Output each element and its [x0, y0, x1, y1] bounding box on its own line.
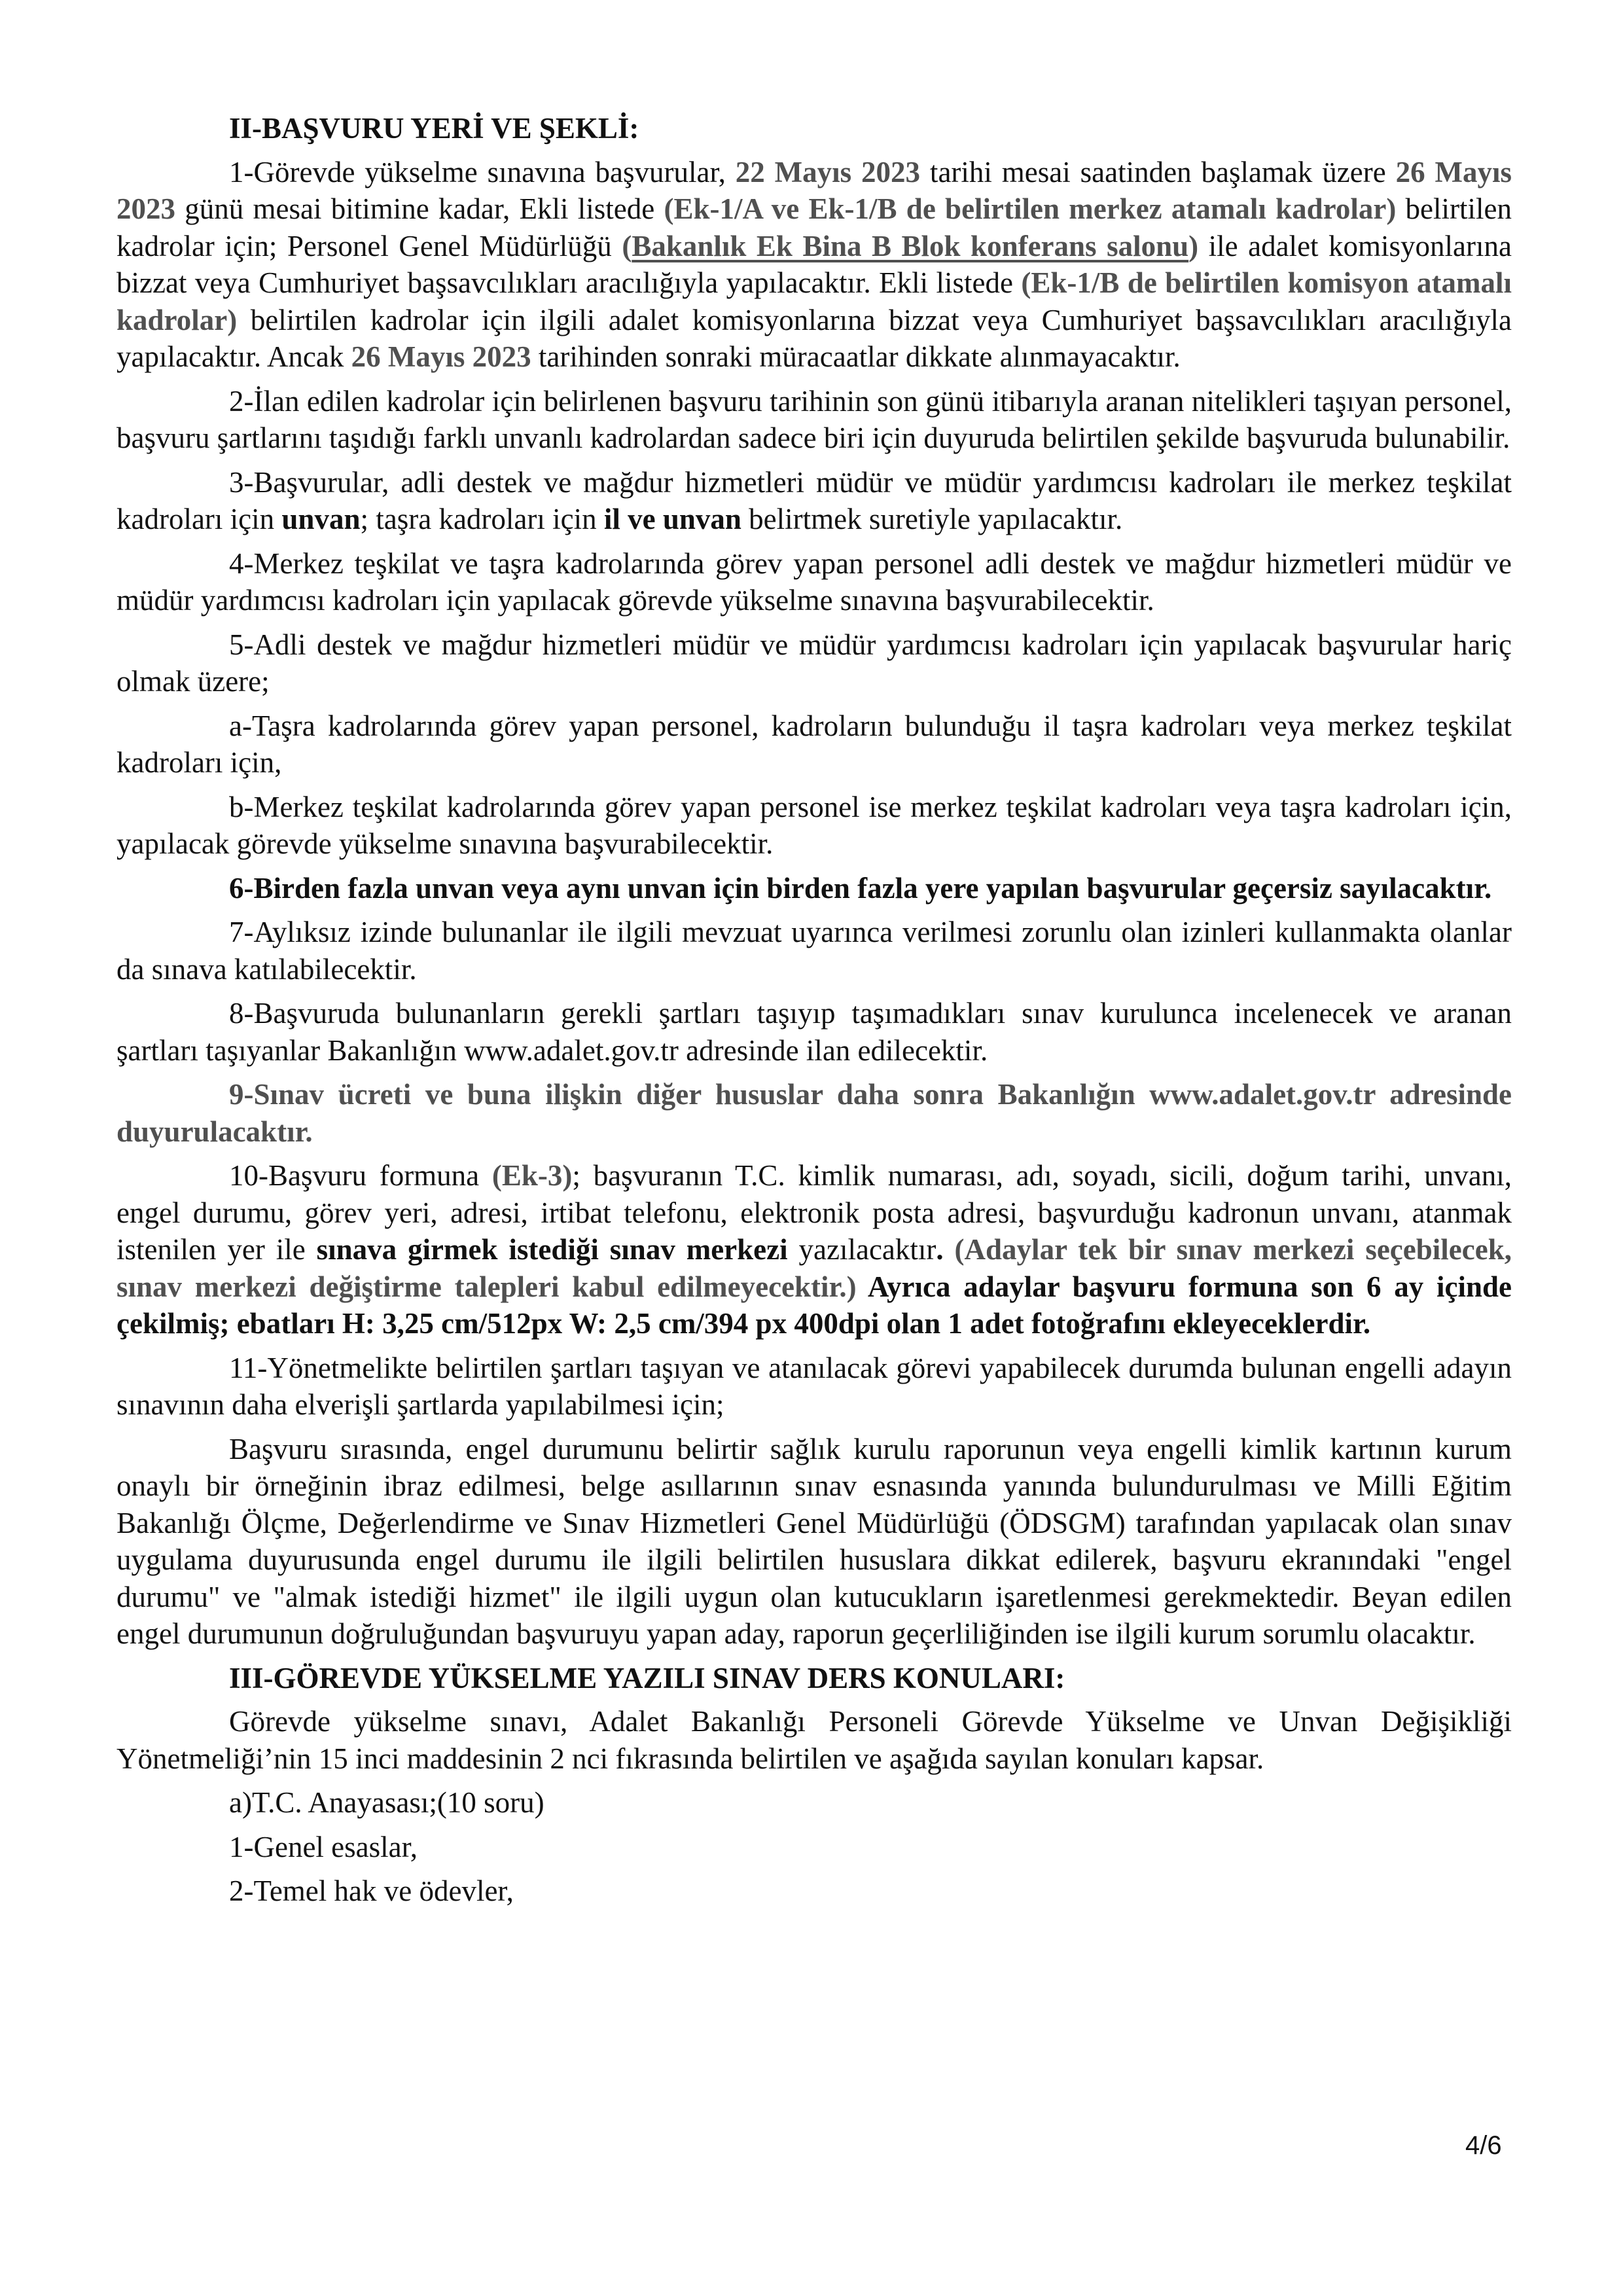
body-text: tarihinden sonraki müracaatlar dikkate alınmayacaktır.: [531, 340, 1181, 373]
emphasis-text: ): [1188, 229, 1199, 262]
paragraph-item-6: [116, 708, 1512, 781]
paragraph-item-13: [116, 1350, 1512, 1424]
body-text: b-Merkez teşkilat kadrolarında görev yapan personel ise merkez teşkilat kadroları veya taşra kadroları için, yapılacak görevde yükselme sınavına başvurabilecektir.: [116, 790, 1512, 860]
emphasis-text: (Ek-1/B de belirtilen komisyon atamalı kadrolar): [116, 266, 1512, 336]
body-text: belirtilen kadrolar için ilgili adalet komisyonlarına bizzat veya Cumhuriyet başsavcılıkları aracılığıyla yapılacaktır. Ancak: [116, 303, 1512, 373]
body-text: 2-İlan edilen kadrolar için belirlenen başvuru tarihinin son günü itibarıyla aranan nitelikleri taşıyan personel, başvuru şartlarını taşıdığı farklı unvanlı kadrolardan sadece biri için duyuruda belirtilen şekilde başvuruda bulunabilir.: [116, 384, 1512, 454]
paragraph-item-14: [116, 1431, 1512, 1653]
paragraph-item-2: [116, 383, 1512, 457]
emphasis-text: (Adaylar tek bir sınav merkezi seçebilecek, sınav merkezi değiştirme talepleri kabul edilmeyecektir.): [116, 1233, 1512, 1303]
paragraph-item-4: [116, 545, 1512, 619]
emphasis-text: il ve unvan: [603, 503, 741, 535]
paragraph-item-10: [116, 995, 1512, 1069]
body-text: 4-Merkez teşkilat ve taşra kadrolarında görev yapan personel adli destek ve mağdur hizmetleri müdür ve müdür yardımcısı kadroları için yapılacak görevde yükselme sınavına başvurabilecektir.: [116, 547, 1512, 617]
body-text: 3-Başvurular, adli destek ve mağdur hizmetleri müdür ve müdür yardımcısı kadroları ile merkez teşkilat kadroları için: [116, 465, 1512, 535]
body-text: ; başvuranın T.C. kimlik numarası, adı, soyadı, sicili, doğum tarihi, unvanı, engel durumu, görev yeri, adresi, irtibat telefonu, elektronik posta adresi, başvurduğu kadronun unvanı, atanmak istenilen yer ile: [116, 1159, 1512, 1266]
section-2-body: [116, 154, 1512, 1653]
paragraph-item-5: [116, 626, 1512, 700]
emphasis-text: 22 Mayıs 2023: [735, 155, 921, 188]
topic-item: 2-Temel hak ve ödevler,: [229, 1874, 514, 1907]
paragraph-item-11: [116, 1076, 1512, 1150]
body-text: 11-Yönetmelikte belirtilen şartları taşıyan ve atanılacak görevi yapabilecek durumda bulunan engelli adayın sınavının daha elverişli şartlarda yapılabilmesi için;: [116, 1351, 1512, 1421]
body-text: a-Taşra kadrolarında görev yapan personel, kadroların bulunduğu il taşra kadroları veya merkez teşkilat kadroları için,: [116, 709, 1512, 779]
emphasis-text: sınava girmek istediği sınav merkezi: [316, 1233, 788, 1266]
body-text: 7-Aylıksız izinde bulunanlar ile ilgili mevzuat uyarınca verilmesi zorunlu olan izinleri kullanmakta olanlar da sınava katılabilecektir.: [116, 916, 1512, 986]
body-text: belirtilen kadrolar için; Personel Genel Müdürlüğü: [116, 192, 1512, 262]
emphasis-text: 6-Birden fazla unvan veya aynı unvan için birden fazla yere yapılan başvurular geçersiz sayılacaktır.: [229, 871, 1492, 905]
section-3-intro: Görevde yükselme sınavı, Adalet Bakanlığı Personeli Görevde Yükselme ve Unvan Değişikliği Yönetmeliği’nin 15 inci maddesinin 2 nci fıkrasında belirtilen ve aşağıda sayılan konuları kapsar.: [116, 1705, 1512, 1775]
body-text: tarihi mesai saatinden başlamak üzere: [920, 155, 1396, 188]
document-page: [116, 110, 1512, 1917]
paragraph-item-8: [116, 870, 1512, 907]
paragraph-item-1: [116, 154, 1512, 376]
body-text: ; taşra kadroları için: [360, 503, 604, 535]
section-3-heading: III-GÖREVDE YÜKSELME YAZILI SINAV DERS KONULARI:: [229, 1661, 1065, 1695]
body-text: belirtmek suretiyle yapılacaktır.: [741, 503, 1123, 535]
paragraph-item-3: [116, 464, 1512, 538]
section-2-heading: II-BAŞVURU YERİ VE ŞEKLİ:: [229, 112, 639, 145]
body-text: yazılacaktır: [787, 1233, 936, 1266]
paragraph-item-9: [116, 914, 1512, 988]
body-text: günü mesai bitimine kadar, Ekli listede: [175, 192, 664, 225]
emphasis-text: unvan: [281, 503, 361, 535]
emphasis-text: 9-Sınav ücreti ve buna ilişkin diğer hususlar daha sonra Bakanlığın www.adalet.gov.tr adresinde duyurulacaktır.: [116, 1078, 1512, 1148]
emphasis-text: (Ek-3): [491, 1159, 573, 1192]
emphasis-text: 26 Mayıs 2023: [116, 155, 1512, 225]
body-text: 5-Adli destek ve mağdur hizmetleri müdür ve müdür yardımcısı kadroları için yapılacak başvurular hariç olmak üzere;: [116, 628, 1512, 698]
emphasis-text: Ayrıca adaylar başvuru formuna son 6 ay içinde çekilmiş; ebatları H: 3,25 cm/512px W: 2,5 cm/394 px 400dpi olan 1 adet fotoğrafını ekleyeceklerdir.: [116, 1270, 1512, 1340]
body-text: 10-Başvuru formuna: [229, 1159, 492, 1192]
topic-item: 1-Genel esaslar,: [229, 1830, 418, 1863]
subject-title: a)T.C. Anayasası;(10 soru): [229, 1786, 544, 1819]
page-number: 4/6: [1465, 2131, 1502, 2160]
emphasis-text: (Ek-1/A ve Ek-1/B de belirtilen merkez atamalı kadrolar): [664, 192, 1397, 225]
paragraph-item-7: [116, 789, 1512, 863]
paragraph-item-12: [116, 1157, 1512, 1342]
body-text: 1-Görevde yükselme sınavına başvurular,: [229, 155, 736, 188]
body-text: ile adalet komisyonlarına bizzat veya Cumhuriyet başsavcılıkları aracılığıyla yapılacaktır. Ekli listede: [116, 229, 1512, 299]
emphasis-text: .: [936, 1233, 944, 1266]
emphasis-text: (: [622, 229, 632, 262]
body-text: Başvuru sırasında, engel durumunu belirtir sağlık kurulu raporunun veya engelli kimlik kartının kurum onaylı bir örneğinin ibraz edilmesi, belge asıllarının sınav esnasında yanında bulundurulması ve Milli Eğitim Bakanlığı Ölçme, Değerlendirme ve Sınav Hizmetleri Genel Müdürlüğü (ÖDSGM) tarafından yapılacak olan sınav uygulama duyurusunda engel durumu ile ilgili belirtilen hususlara dikkat edilerek, başvuru ekranındaki "engel durumu" ve "almak istediği hizmet" ile ilgili uygun olan kutucukların işaretlenmesi gerekmektedir. Beyan edilen engel durumunun doğruluğundan başvuruyu yapan aday, raporun geçerliliğinden ise ilgili kurum sorumlu olacaktır.: [116, 1432, 1512, 1650]
emphasis-text: Bakanlık Ek Bina B Blok konferans salonu: [632, 229, 1189, 262]
emphasis-text: 26 Mayıs 2023: [351, 340, 531, 373]
body-text: 8-Başvuruda bulunanların gerekli şartları taşıyıp taşımadıkları sınav kurulunca incelenecek ve aranan şartları taşıyanlar Bakanlığın www.adalet.gov.tr adresinde ilan edilecektir.: [116, 997, 1512, 1067]
